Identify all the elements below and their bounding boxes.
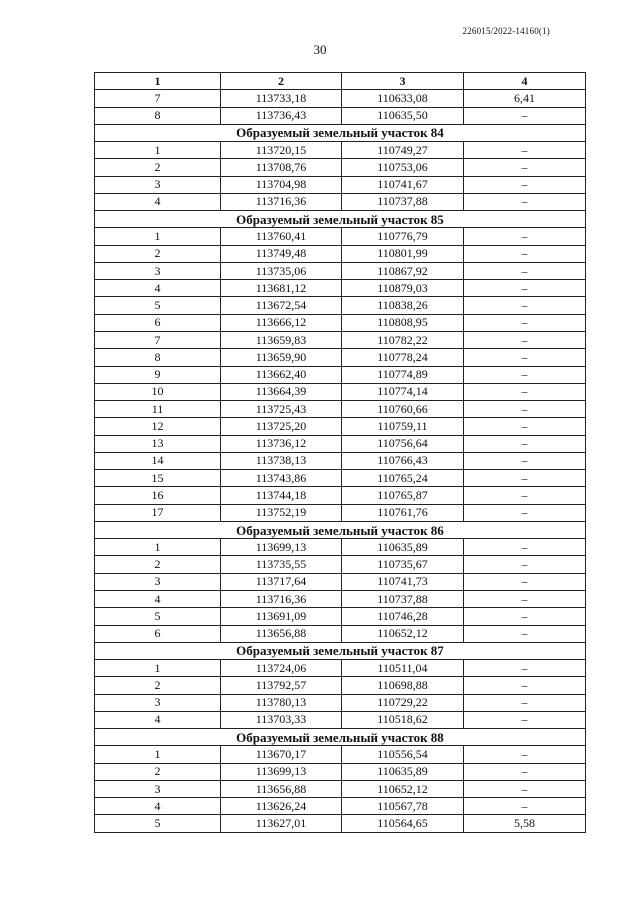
y-coordinate-cell: 110759,11	[342, 418, 464, 435]
column-header: 4	[464, 73, 586, 90]
point-number-cell: 1	[95, 228, 221, 245]
distance-cell: –	[464, 383, 586, 400]
section-header-row	[95, 521, 586, 538]
point-number-cell: 2	[95, 677, 221, 694]
point-number-cell: 16	[95, 487, 221, 504]
x-coordinate-cell: 113717,64	[221, 573, 342, 590]
x-coordinate-cell: 113735,06	[221, 262, 342, 279]
section-title: Образуемый земельный участок 86	[95, 521, 586, 538]
section-title: Образуемый земельный участок 85	[95, 211, 586, 228]
y-coordinate-cell: 110801,99	[342, 245, 464, 262]
y-coordinate-cell: 110765,87	[342, 487, 464, 504]
x-coordinate-cell: 113627,01	[221, 815, 342, 832]
distance-cell: –	[464, 487, 586, 504]
distance-cell: 6,41	[464, 90, 586, 107]
table-row	[95, 746, 586, 763]
table-row	[95, 660, 586, 677]
point-number-cell: 2	[95, 763, 221, 780]
table-row	[95, 401, 586, 418]
x-coordinate-cell: 113662,40	[221, 366, 342, 383]
distance-cell: –	[464, 262, 586, 279]
y-coordinate-cell: 110567,78	[342, 798, 464, 815]
x-coordinate-cell: 113659,83	[221, 331, 342, 348]
y-coordinate-cell: 110761,76	[342, 504, 464, 521]
y-coordinate-cell: 110867,92	[342, 262, 464, 279]
distance-cell: –	[464, 401, 586, 418]
table-row	[95, 504, 586, 521]
point-number-cell: 8	[95, 349, 221, 366]
column-header: 3	[342, 73, 464, 90]
table-row	[95, 711, 586, 728]
distance-cell: –	[464, 573, 586, 590]
section-header-row	[95, 211, 586, 228]
x-coordinate-cell: 113716,36	[221, 590, 342, 607]
point-number-cell: 11	[95, 401, 221, 418]
table-row	[95, 590, 586, 607]
distance-cell: –	[464, 780, 586, 797]
table-header-row	[95, 73, 586, 90]
x-coordinate-cell: 113664,39	[221, 383, 342, 400]
x-coordinate-cell: 113656,88	[221, 625, 342, 642]
x-coordinate-cell: 113735,55	[221, 556, 342, 573]
point-number-cell: 7	[95, 331, 221, 348]
table-row	[95, 366, 586, 383]
y-coordinate-cell: 110511,04	[342, 660, 464, 677]
x-coordinate-cell: 113752,19	[221, 504, 342, 521]
point-number-cell: 1	[95, 660, 221, 677]
table-row	[95, 452, 586, 469]
y-coordinate-cell: 110729,22	[342, 694, 464, 711]
table-row	[95, 556, 586, 573]
column-header: 1	[95, 73, 221, 90]
distance-cell: –	[464, 435, 586, 452]
x-coordinate-cell: 113780,13	[221, 694, 342, 711]
distance-cell: –	[464, 142, 586, 159]
point-number-cell: 2	[95, 245, 221, 262]
coordinates-table	[94, 72, 586, 833]
distance-cell: –	[464, 366, 586, 383]
table-row	[95, 694, 586, 711]
y-coordinate-cell: 110737,88	[342, 590, 464, 607]
point-number-cell: 17	[95, 504, 221, 521]
point-number-cell: 12	[95, 418, 221, 435]
x-coordinate-cell: 113736,12	[221, 435, 342, 452]
point-number-cell: 4	[95, 711, 221, 728]
distance-cell: –	[464, 470, 586, 487]
x-coordinate-cell: 113704,98	[221, 176, 342, 193]
distance-cell: –	[464, 608, 586, 625]
y-coordinate-cell: 110737,88	[342, 193, 464, 210]
y-coordinate-cell: 110518,62	[342, 711, 464, 728]
point-number-cell: 10	[95, 383, 221, 400]
distance-cell: –	[464, 331, 586, 348]
y-coordinate-cell: 110765,24	[342, 470, 464, 487]
point-number-cell: 2	[95, 159, 221, 176]
x-coordinate-cell: 113681,12	[221, 280, 342, 297]
x-coordinate-cell: 113743,86	[221, 470, 342, 487]
x-coordinate-cell: 113708,76	[221, 159, 342, 176]
table-body	[95, 90, 586, 832]
point-number-cell: 5	[95, 608, 221, 625]
y-coordinate-cell: 110879,03	[342, 280, 464, 297]
point-number-cell: 1	[95, 539, 221, 556]
table-row	[95, 383, 586, 400]
distance-cell: –	[464, 452, 586, 469]
x-coordinate-cell: 113724,06	[221, 660, 342, 677]
y-coordinate-cell: 110749,27	[342, 142, 464, 159]
y-coordinate-cell: 110776,79	[342, 228, 464, 245]
x-coordinate-cell: 113738,13	[221, 452, 342, 469]
point-number-cell: 3	[95, 176, 221, 193]
x-coordinate-cell: 113626,24	[221, 798, 342, 815]
table-row	[95, 435, 586, 452]
table-row	[95, 176, 586, 193]
x-coordinate-cell: 113760,41	[221, 228, 342, 245]
point-number-cell: 5	[95, 297, 221, 314]
x-coordinate-cell: 113736,43	[221, 107, 342, 124]
x-coordinate-cell: 113699,13	[221, 539, 342, 556]
table-row	[95, 159, 586, 176]
x-coordinate-cell: 113659,90	[221, 349, 342, 366]
point-number-cell: 6	[95, 314, 221, 331]
table-row	[95, 280, 586, 297]
distance-cell: –	[464, 193, 586, 210]
point-number-cell: 2	[95, 556, 221, 573]
section-header-row	[95, 642, 586, 659]
x-coordinate-cell: 113716,36	[221, 193, 342, 210]
section-title: Образуемый земельный участок 88	[95, 729, 586, 746]
table-row	[95, 262, 586, 279]
y-coordinate-cell: 110652,12	[342, 780, 464, 797]
table-row	[95, 763, 586, 780]
table-row	[95, 245, 586, 262]
distance-cell: –	[464, 176, 586, 193]
point-number-cell: 5	[95, 815, 221, 832]
document-id: 226015/2022-14160(1)	[462, 26, 550, 36]
point-number-cell: 3	[95, 694, 221, 711]
y-coordinate-cell: 110766,43	[342, 452, 464, 469]
table-row	[95, 193, 586, 210]
y-coordinate-cell: 110753,06	[342, 159, 464, 176]
y-coordinate-cell: 110635,89	[342, 539, 464, 556]
x-coordinate-cell: 113720,15	[221, 142, 342, 159]
distance-cell: –	[464, 677, 586, 694]
distance-cell: –	[464, 418, 586, 435]
table-row	[95, 487, 586, 504]
point-number-cell: 3	[95, 262, 221, 279]
point-number-cell: 3	[95, 573, 221, 590]
x-coordinate-cell: 113666,12	[221, 314, 342, 331]
x-coordinate-cell: 113733,18	[221, 90, 342, 107]
y-coordinate-cell: 110741,73	[342, 573, 464, 590]
x-coordinate-cell: 113725,20	[221, 418, 342, 435]
table-row	[95, 573, 586, 590]
y-coordinate-cell: 110838,26	[342, 297, 464, 314]
y-coordinate-cell: 110760,66	[342, 401, 464, 418]
table-row	[95, 331, 586, 348]
distance-cell: –	[464, 228, 586, 245]
y-coordinate-cell: 110774,14	[342, 383, 464, 400]
distance-cell: –	[464, 660, 586, 677]
x-coordinate-cell: 113792,57	[221, 677, 342, 694]
distance-cell: –	[464, 711, 586, 728]
section-title: Образуемый земельный участок 87	[95, 642, 586, 659]
y-coordinate-cell: 110556,54	[342, 746, 464, 763]
distance-cell: –	[464, 349, 586, 366]
x-coordinate-cell: 113703,33	[221, 711, 342, 728]
y-coordinate-cell: 110741,67	[342, 176, 464, 193]
table-row	[95, 470, 586, 487]
y-coordinate-cell: 110756,64	[342, 435, 464, 452]
table-row	[95, 780, 586, 797]
x-coordinate-cell: 113670,17	[221, 746, 342, 763]
table-row	[95, 608, 586, 625]
y-coordinate-cell: 110564,65	[342, 815, 464, 832]
table-row	[95, 418, 586, 435]
table-row	[95, 314, 586, 331]
table-row	[95, 107, 586, 124]
point-number-cell: 13	[95, 435, 221, 452]
column-header: 2	[221, 73, 342, 90]
table-row	[95, 349, 586, 366]
point-number-cell: 8	[95, 107, 221, 124]
distance-cell: –	[464, 590, 586, 607]
distance-cell: –	[464, 314, 586, 331]
y-coordinate-cell: 110635,50	[342, 107, 464, 124]
section-header-row	[95, 729, 586, 746]
x-coordinate-cell: 113699,13	[221, 763, 342, 780]
distance-cell: –	[464, 556, 586, 573]
distance-cell: –	[464, 297, 586, 314]
table-row	[95, 90, 586, 107]
point-number-cell: 3	[95, 780, 221, 797]
y-coordinate-cell: 110774,89	[342, 366, 464, 383]
x-coordinate-cell: 113749,48	[221, 245, 342, 262]
section-title: Образуемый земельный участок 84	[95, 124, 586, 141]
y-coordinate-cell: 110808,95	[342, 314, 464, 331]
point-number-cell: 4	[95, 798, 221, 815]
table-row	[95, 677, 586, 694]
point-number-cell: 9	[95, 366, 221, 383]
distance-cell: –	[464, 539, 586, 556]
section-header-row	[95, 124, 586, 141]
y-coordinate-cell: 110778,24	[342, 349, 464, 366]
x-coordinate-cell: 113725,43	[221, 401, 342, 418]
distance-cell: –	[464, 694, 586, 711]
point-number-cell: 1	[95, 746, 221, 763]
distance-cell: –	[464, 625, 586, 642]
table-row	[95, 625, 586, 642]
point-number-cell: 7	[95, 90, 221, 107]
y-coordinate-cell: 110635,89	[342, 763, 464, 780]
distance-cell: –	[464, 798, 586, 815]
distance-cell: –	[464, 504, 586, 521]
y-coordinate-cell: 110652,12	[342, 625, 464, 642]
x-coordinate-cell: 113691,09	[221, 608, 342, 625]
distance-cell: –	[464, 107, 586, 124]
table-row	[95, 539, 586, 556]
y-coordinate-cell: 110633,08	[342, 90, 464, 107]
point-number-cell: 4	[95, 280, 221, 297]
table-row	[95, 798, 586, 815]
point-number-cell: 4	[95, 590, 221, 607]
y-coordinate-cell: 110698,88	[342, 677, 464, 694]
distance-cell: –	[464, 159, 586, 176]
distance-cell: –	[464, 763, 586, 780]
y-coordinate-cell: 110782,22	[342, 331, 464, 348]
x-coordinate-cell: 113656,88	[221, 780, 342, 797]
y-coordinate-cell: 110746,28	[342, 608, 464, 625]
distance-cell: –	[464, 746, 586, 763]
point-number-cell: 15	[95, 470, 221, 487]
table-row	[95, 142, 586, 159]
y-coordinate-cell: 110735,67	[342, 556, 464, 573]
distance-cell: 5,58	[464, 815, 586, 832]
distance-cell: –	[464, 245, 586, 262]
point-number-cell: 14	[95, 452, 221, 469]
page-number: 30	[313, 42, 327, 57]
table-row	[95, 815, 586, 832]
point-number-cell: 4	[95, 193, 221, 210]
x-coordinate-cell: 113672,54	[221, 297, 342, 314]
x-coordinate-cell: 113744,18	[221, 487, 342, 504]
point-number-cell: 1	[95, 142, 221, 159]
point-number-cell: 6	[95, 625, 221, 642]
distance-cell: –	[464, 280, 586, 297]
table-row	[95, 228, 586, 245]
table-row	[95, 297, 586, 314]
